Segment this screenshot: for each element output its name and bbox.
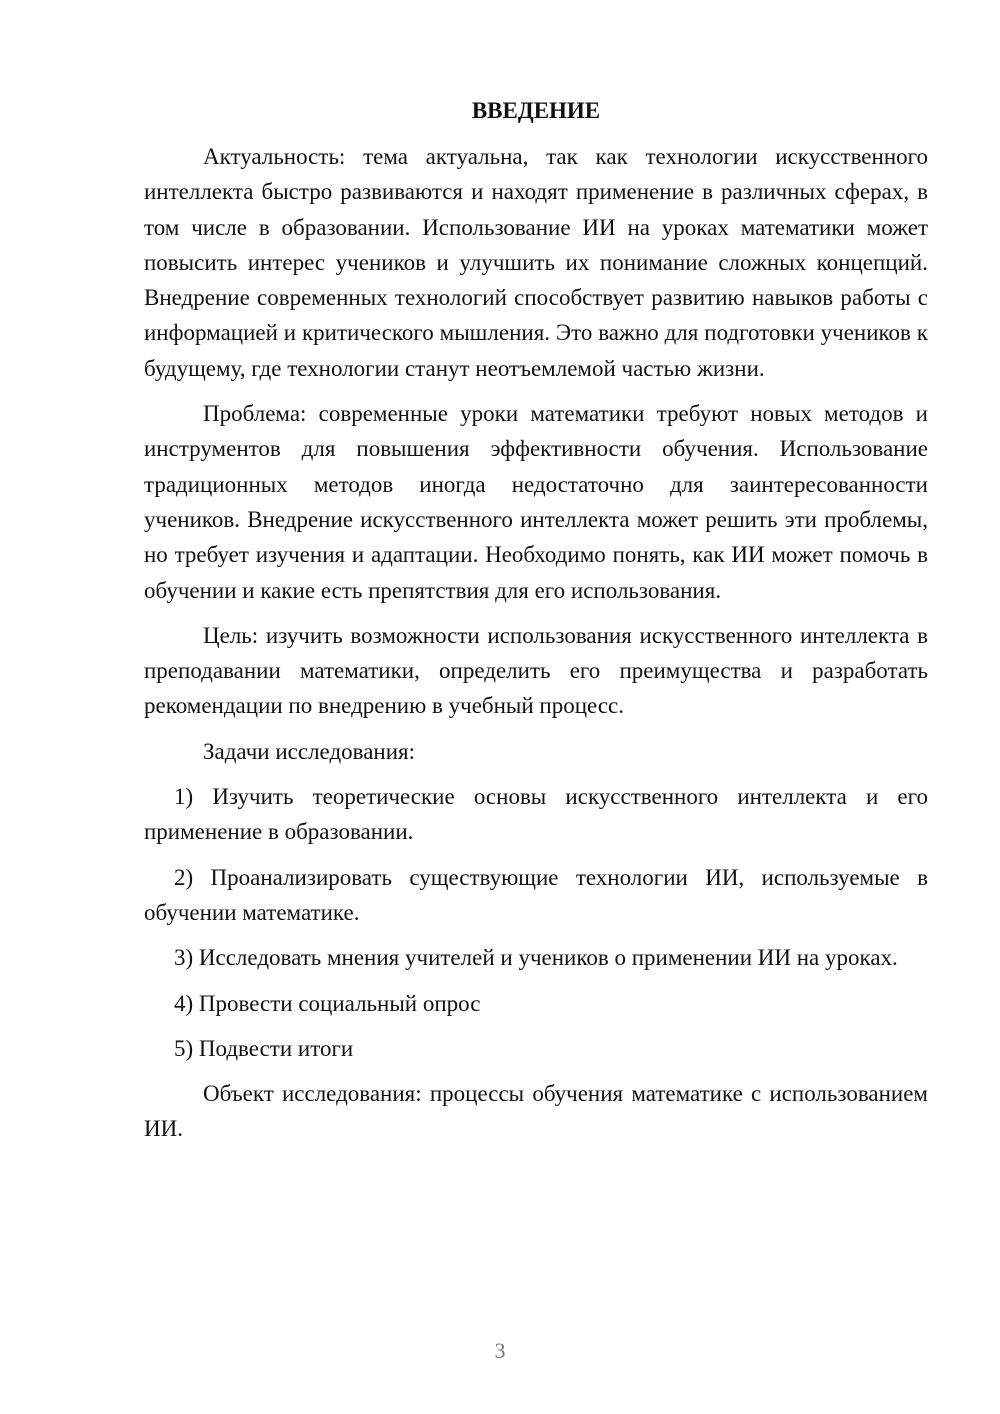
paragraph-goal: Цель: изучить возможности использования искусственного интеллекта в преподавании математики, определить его преимущества и разработать рекомендации по внедрению в учебный процесс. [144,622,928,719]
task-item-4: 4) Провести социальный опрос [174,990,481,1016]
paragraph-relevance: Актуальность: тема актуальна, так как технологии искусственного интеллекта быстро развиваются и находят применение в различных сферах, в том числе в образовании. Использование ИИ на уроках математики может повысить интерес учеников и улучшить их понимание сложных концепций. Внедрение современных технологий способствует развитию навыков работы с информацией и критического мышления. Это важно для подготовки учеников к будущему, где технологии станут неотъемлемой частью жизни. [144,144,928,381]
task-item-2: 2) Проанализировать существующие технологии ИИ, используемые в обучении математике. [144,864,928,925]
page-number: 3 [494,1338,506,1363]
task-item-3: 3) Исследовать мнения учителей и учеников о применении ИИ на уроках. [174,945,898,971]
section-heading: ВВЕДЕНИЕ [471,98,601,123]
page-content [144,95,928,1157]
task-item-1: 1) Изучить теоретические основы искусственного интеллекта и его применение в образовании. [144,784,928,845]
task-item-5: 5) Подвести итоги [174,1035,354,1061]
paragraph-problem: Проблема: современные уроки математики требуют новых методов и инструментов для повышения эффективности обучения. Использование традиционных методов иногда недостаточно для заинтересованности учеников. Внедрение искусственного интеллекта может решить эти проблемы, но требует изучения и адаптации. Необходимо понять, как ИИ может помочь в обучении и какие есть препятствия для его использования. [144,401,928,603]
tasks-heading: Задачи исследования: [203,738,416,764]
paragraph-object: Объект исследования: процессы обучения математике с использованием ИИ. [144,1081,928,1142]
